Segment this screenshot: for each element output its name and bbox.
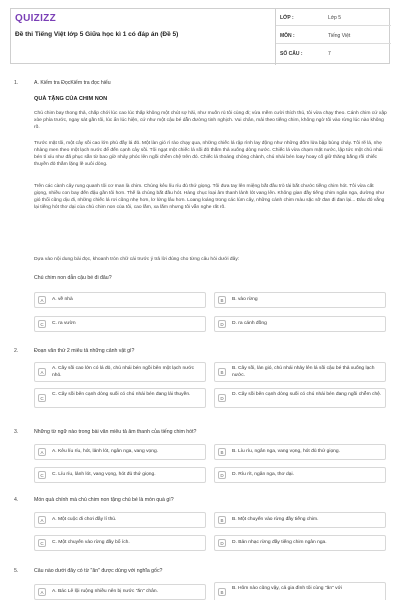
- meta-table: [275, 9, 391, 65]
- question-number: 4.: [14, 497, 19, 503]
- option-letter: A: [38, 296, 46, 304]
- option-text: A. Kêu líu ríu, hót, lảnh lót, ngân nga, vang vọng.: [52, 449, 159, 454]
- meta-row-grade: [276, 9, 391, 26]
- option-letter: B: [218, 516, 226, 524]
- question-prompt: Đoạn văn thứ 2 miêu tả những cảnh vật gì?: [34, 348, 135, 354]
- answer-option-b[interactable]: [214, 512, 386, 528]
- question-number: 5.: [14, 568, 19, 574]
- option-text: A. Bác Lê lội ruộng nhiều nên bị nước "ăn" chân.: [52, 589, 158, 594]
- option-letter: C: [38, 539, 46, 547]
- option-letter: B: [218, 296, 226, 304]
- meta-row-count: [276, 45, 391, 62]
- option-letter: A: [38, 516, 46, 524]
- question-number: 1.: [14, 80, 19, 86]
- option-text: B. Cây sồi, làn gió, chú nhái nhảy lên lá sồi cậu bé thả xuống lạch nước.: [232, 366, 375, 378]
- option-text: D. ra cánh đồng: [232, 321, 267, 326]
- option-letter: A: [38, 368, 46, 376]
- option-letter: D: [218, 320, 226, 328]
- option-text: C. Một chuyến vào rừng đầy bổ ích.: [52, 540, 130, 545]
- meta-value: Lớp 5: [328, 15, 342, 21]
- option-text: A. Một cuộc đi chơi đầy lí thú.: [52, 517, 117, 522]
- meta-label: SỐ CÂU :: [280, 51, 303, 57]
- question-prompt: Những từ ngữ nào trong bài văn miêu tả âm thanh của tiếng chim hót?: [34, 429, 197, 435]
- option-text: B. vào rừng: [232, 297, 258, 302]
- option-text: D. Bản nhạc rừng đầy tiếng chim ngân nga.: [232, 540, 327, 545]
- answer-option-b[interactable]: [214, 362, 386, 382]
- answer-option-d[interactable]: [214, 467, 386, 483]
- worksheet-header: [10, 8, 390, 64]
- answer-option-a[interactable]: [34, 444, 206, 460]
- answer-option-d[interactable]: [214, 388, 386, 408]
- answer-option-b[interactable]: [214, 582, 386, 600]
- option-letter: D: [218, 539, 226, 547]
- answer-option-c[interactable]: [34, 535, 206, 551]
- option-letter: D: [218, 471, 226, 479]
- option-text: C. ra vườn: [52, 321, 76, 326]
- answer-option-b[interactable]: [214, 444, 386, 460]
- option-text: B. Líu ríu, ngân nga, vang vọng, hót đủ thứ giọng.: [232, 449, 340, 454]
- answer-option-b[interactable]: [214, 292, 386, 308]
- option-letter: C: [38, 394, 46, 402]
- passage-paragraph: Chú chim bay thong thả, chấp chới lúc cao lúc thấp không một chút sợ hãi, như muốn rủ tôi cùng đi; vừa mềm cười thích thú, tôi vừa chạy theo. Cánh chim cứ xập xòe phía trước, ngay sát gần tôi, lúc ẩn lúc hiện, cứ như một cậu bé dẫn đường tinh nghịch. Vui chân, mải theo tiếng chim, không ngờ tôi vào rừng lúc nào không rõ.: [34, 111, 387, 130]
- meta-value: 7: [328, 51, 331, 57]
- passage-paragraph: Trước mặt tôi, một cây sồi cao lớn phủ đầy lá đỏ. Một làn gió rì rào chạy qua, những chiếc lá rập rình lay động như những đốm lửa bập bùng cháy. Tôi rẽ lá, nhẹ nhàng men theo một lạch nước để đến cạnh cây sồi. Tôi ngạt một chiếc lá sồi đỏ thắm thả xuống dòng nước. Chiếc lá vừa chạm mặt nước, lập tức một chú nhái bén tí xíu như đã phục sẵn từ bao giờ nhảy phóc lên ngồi chễm chệ trên đó. Chiếc lá thoáng chòng chành, chú nhái bén loay hoay cố giữ thăng bằng rồi chiếc thuyền đỏ thắm lặng lẽ xuôi dòng.: [34, 141, 383, 167]
- option-text: A. Cây sồi cao lớn có lá đỏ, chú nhái bén ngồi bên một lạch nước nhỏ.: [52, 366, 195, 378]
- option-letter: A: [38, 448, 46, 456]
- option-text: C. Cây sồi bên cạnh dòng suối có chú nhái bén đang lái thuyền.: [52, 392, 191, 397]
- question-intro: A. Kiểm tra ĐọcKiểm tra đọc hiểu: [34, 80, 111, 86]
- answer-option-a[interactable]: [34, 584, 206, 600]
- option-text: D. Cây sồi bên cạnh dòng suối có chú nhái bén đang ngồi chễm chệ.: [232, 392, 382, 397]
- option-text: B. Một chuyến vào rừng đầy tiếng chim.: [232, 517, 319, 522]
- meta-label: LỚP :: [280, 15, 294, 21]
- question-number: 3.: [14, 429, 19, 435]
- meta-row-subject: [276, 27, 391, 44]
- meta-label: MÔN :: [280, 33, 295, 39]
- question-prompt: Câu nào dưới đây có từ "ăn" được dùng với nghĩa gốc?: [34, 568, 163, 574]
- answer-option-a[interactable]: [34, 292, 206, 308]
- passage-paragraph: Trên các cành cây rung quanh tôi cơ man là chim. Chúng kêu líu ríu đủ thứ giọng. Tôi đưa tay lên miệng bắt đầu trò tài bắt chước tiếng chim hót. Tôi vừa cất giọng, nhiều con bay đến đậu gần tôi hơn. Thế là chúng bắt đầu hót. Hàng chục loại âm thanh lảnh lót vang lên. Không gian đầy tiếng chim ngân nga, dường như gió thổi cũng dịu đi, những chiếc lá rơi cũng nhẹ hơn, lơ lửng lâu hơn. Loang loáng trong các lùm cây, những cánh chim màu sặc sỡ đan đi đan lại... Đâu đó vẳng lại tiếng hót thơ dại của chú chim non của tôi, cao lắm, xa lắm nhưng tôi vẫn nghe rất rõ.: [34, 184, 385, 210]
- option-letter: A: [38, 588, 46, 596]
- option-letter: C: [38, 471, 46, 479]
- answer-option-c[interactable]: [34, 388, 206, 408]
- answer-option-d[interactable]: [214, 535, 386, 551]
- question-prompt: Chú chim non dẫn cậu bé đi đâu?: [34, 275, 112, 281]
- option-text: A. về nhà: [52, 297, 73, 302]
- option-text: C. Líu ríu, lảnh lót, vang vọng, hót đủ thứ giọng.: [52, 472, 156, 477]
- option-text: D. Ríu rít, ngân nga, thơ dại.: [232, 472, 294, 477]
- option-letter: D: [218, 394, 226, 402]
- option-letter: B: [218, 448, 226, 456]
- option-letter: B: [218, 588, 226, 596]
- passage-instruction: Dựa vào nội dung bài đọc, khoanh tròn chữ cái trước ý trả lời đúng cho từng câu hỏi dưới đây:: [34, 257, 240, 262]
- option-letter: B: [218, 368, 226, 376]
- answer-option-c[interactable]: [34, 467, 206, 483]
- passage-title: QUÀ TẶNG CỦA CHIM NON: [34, 96, 108, 102]
- document-title: Đề thi Tiếng Việt lớp 5 Giữa học kì 1 có đáp án (Đề 5): [15, 31, 179, 38]
- question-prompt: Món quà chính mà chú chim non tặng chú bé là món quà gì?: [34, 497, 174, 503]
- answer-option-a[interactable]: [34, 512, 206, 528]
- option-letter: C: [38, 320, 46, 328]
- answer-option-a[interactable]: [34, 362, 206, 382]
- answer-option-d[interactable]: [214, 316, 386, 332]
- answer-option-c[interactable]: [34, 316, 206, 332]
- option-text: B. Hôm nào cũng vậy, cả gia đình tôi cùng "ăn" với: [232, 586, 342, 591]
- question-number: 2.: [14, 348, 19, 354]
- quizizz-logo: QUIZIZZ: [15, 13, 56, 24]
- meta-value: Tiếng Việt: [328, 33, 351, 39]
